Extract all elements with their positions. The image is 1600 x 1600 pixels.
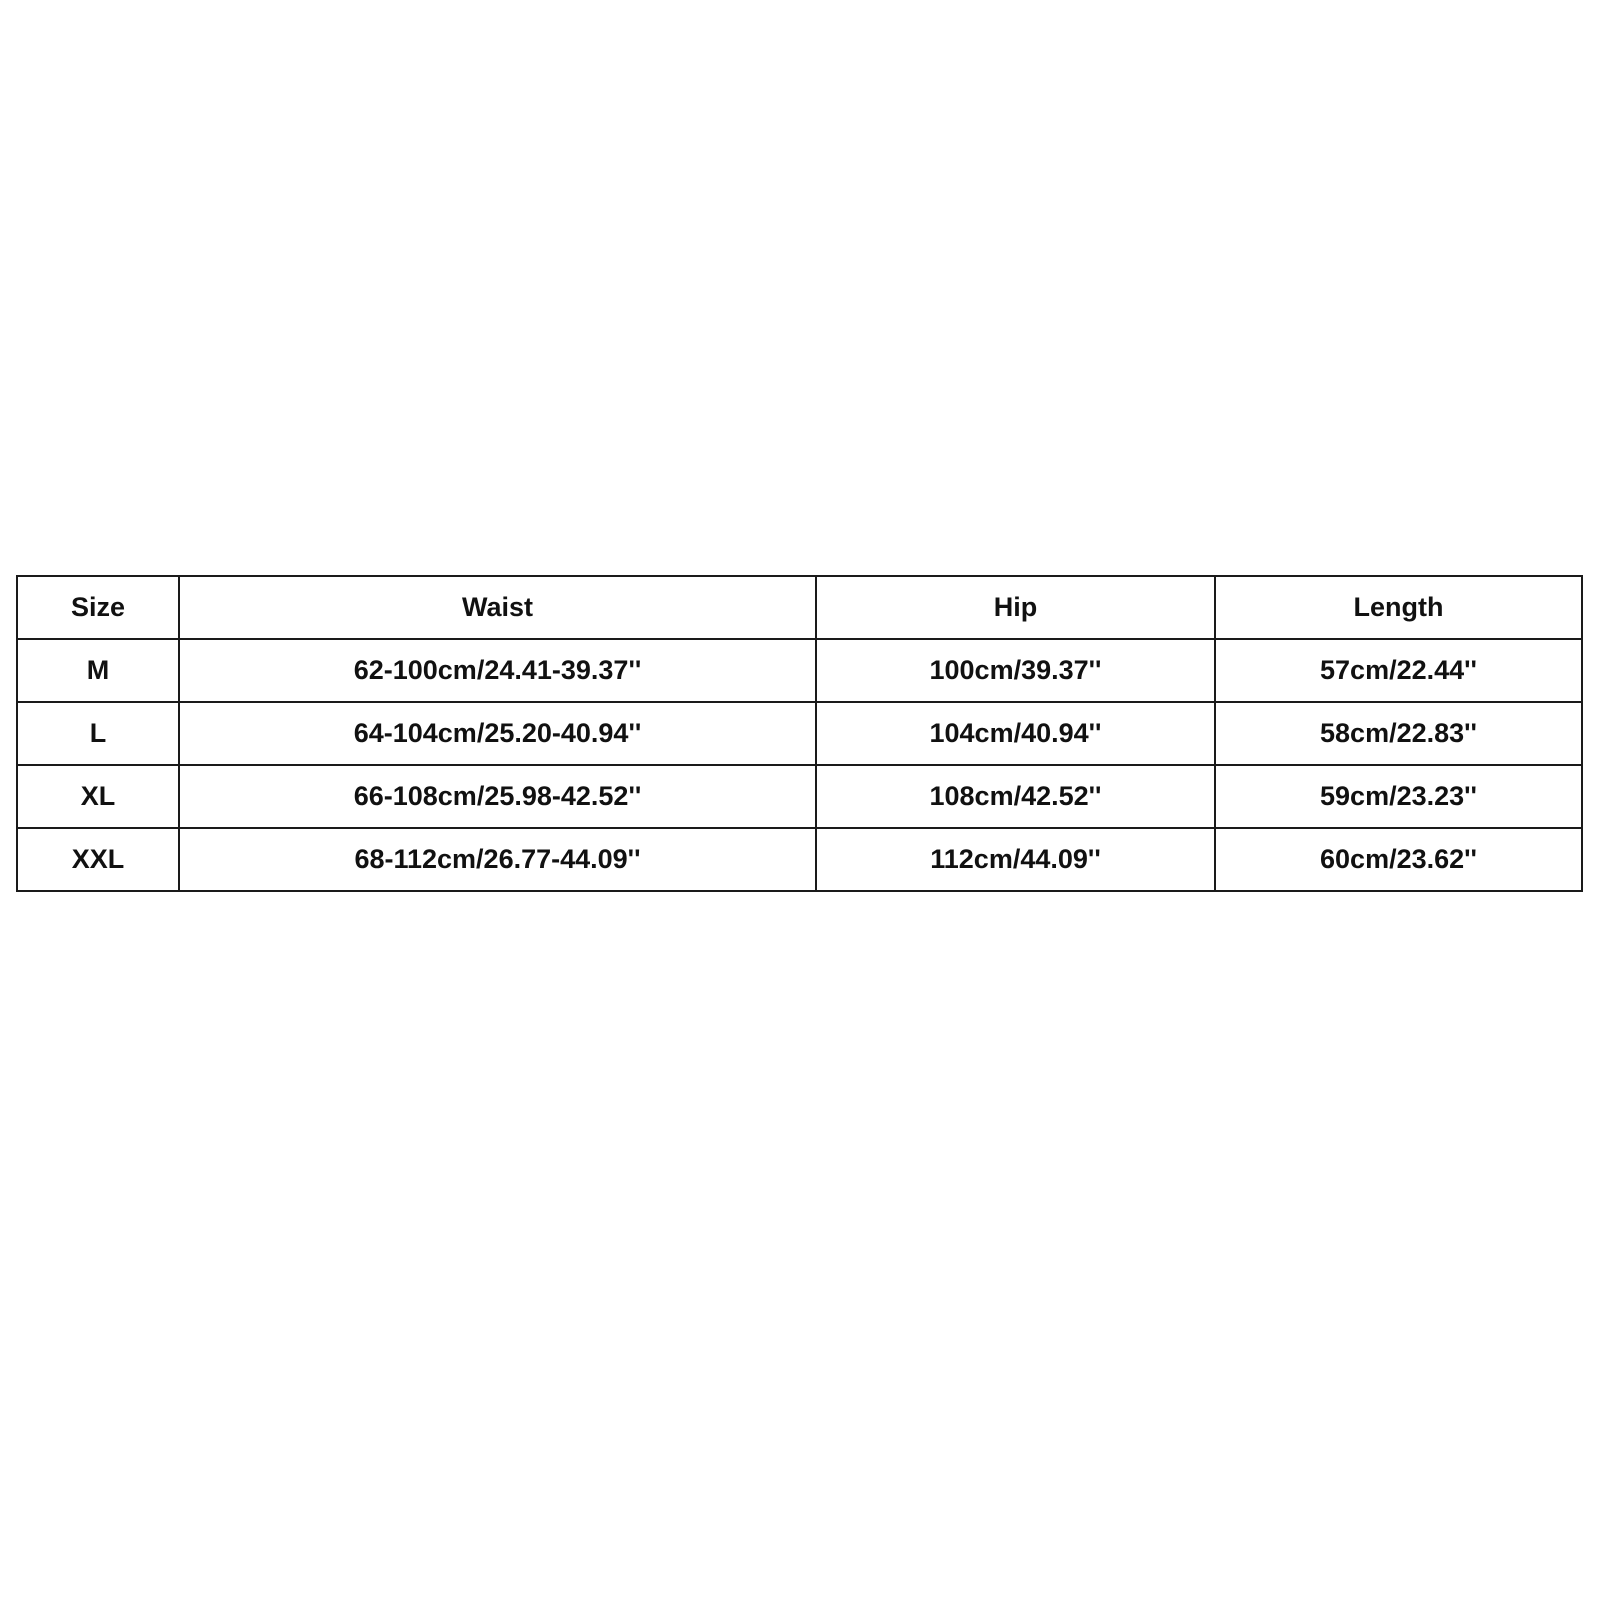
table-header-row — [17, 576, 1582, 639]
header-hip: Hip — [816, 576, 1215, 639]
cell-size: XL — [17, 765, 179, 828]
cell-size: XXL — [17, 828, 179, 891]
table-row — [17, 828, 1582, 891]
cell-hip: 108cm/42.52'' — [816, 765, 1215, 828]
cell-hip: 112cm/44.09'' — [816, 828, 1215, 891]
cell-length: 60cm/23.62'' — [1215, 828, 1582, 891]
cell-hip: 104cm/40.94'' — [816, 702, 1215, 765]
cell-length: 59cm/23.23'' — [1215, 765, 1582, 828]
cell-length: 57cm/22.44'' — [1215, 639, 1582, 702]
header-length: Length — [1215, 576, 1582, 639]
cell-size: M — [17, 639, 179, 702]
header-waist: Waist — [179, 576, 816, 639]
cell-hip: 100cm/39.37'' — [816, 639, 1215, 702]
cell-waist: 66-108cm/25.98-42.52'' — [179, 765, 816, 828]
size-chart-table — [16, 575, 1583, 892]
cell-waist: 62-100cm/24.41-39.37'' — [179, 639, 816, 702]
cell-length: 58cm/22.83'' — [1215, 702, 1582, 765]
table-row — [17, 702, 1582, 765]
table-row — [17, 765, 1582, 828]
cell-waist: 64-104cm/25.20-40.94'' — [179, 702, 816, 765]
cell-size: L — [17, 702, 179, 765]
cell-waist: 68-112cm/26.77-44.09'' — [179, 828, 816, 891]
header-size: Size — [17, 576, 179, 639]
table-row — [17, 639, 1582, 702]
